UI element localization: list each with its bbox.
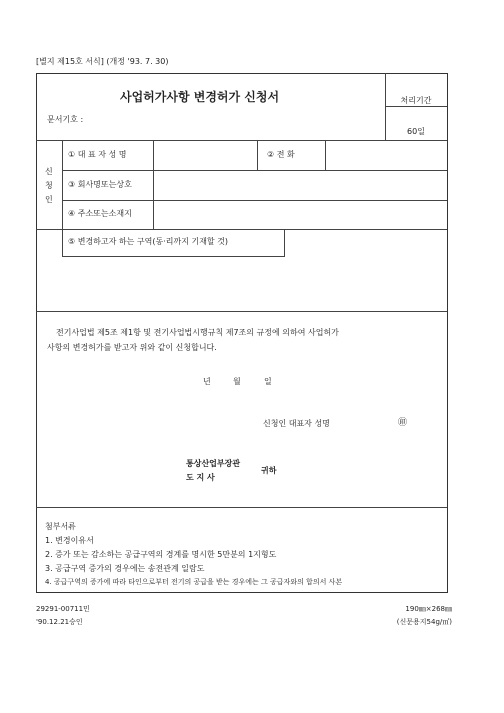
footer-approval: '90.12.21승인 xyxy=(36,618,83,626)
rep-name-field[interactable] xyxy=(158,142,254,168)
processing-period-value-cell xyxy=(388,119,444,136)
field-label-column-border-b xyxy=(153,170,154,229)
address-field[interactable] xyxy=(158,202,444,227)
change-area-field[interactable] xyxy=(40,259,444,309)
applicant-label-char-3: 인 xyxy=(45,195,53,204)
date-month-label: 월 xyxy=(233,377,241,386)
statement-line-2: 사항의 변경허가를 받고자 위와 같이 신청합니다. xyxy=(47,343,217,352)
form-title: 사업허가사항 변경허가 신청서 xyxy=(120,90,280,104)
rep-name-label: ① 대 표 자 성 명 xyxy=(68,150,127,159)
attachments-section-divider xyxy=(36,507,447,508)
applicant-label-char-1: 신 xyxy=(45,167,53,176)
processing-column-border xyxy=(385,73,386,141)
doc-number-label: 문서기호 : xyxy=(47,115,84,124)
change-area-label-right-border xyxy=(284,229,285,257)
address-label: ④ 주소또는소재지 xyxy=(68,209,132,218)
attachments-heading: 첨부서류 xyxy=(45,522,76,531)
date-day-label: 일 xyxy=(264,377,272,386)
form-header-note: [별지 제15호 서식] (개정 '93. 7. 30) xyxy=(36,57,169,66)
row-divider-1 xyxy=(62,170,447,171)
phone-label-right-border xyxy=(325,140,326,170)
seal-mark: ㊞ xyxy=(398,418,408,428)
change-area-label-divider xyxy=(62,256,284,257)
processing-divider xyxy=(385,106,447,107)
change-area-label: ⑤ 변경하고자 하는 구역(동·리까지 기재할 것) xyxy=(68,237,229,246)
addressee-honorific: 귀하 xyxy=(261,466,277,475)
company-name-label: ③ 회사명또는상호 xyxy=(68,180,132,189)
applicant-section-divider xyxy=(36,229,447,230)
applicant-label-char-2: 청 xyxy=(45,181,53,190)
phone-label-left-border xyxy=(257,140,258,170)
change-area-section-divider xyxy=(36,311,447,312)
processing-period-value: 60일 xyxy=(407,127,425,136)
attachment-item-4: 4. 공급구역의 증가에 따라 타인으로부터 전기의 공급을 받는 경우에는 그 공급자와의 합의서 사본 xyxy=(45,578,343,586)
phone-label: ② 전 화 xyxy=(267,150,295,159)
attachment-item-2: 2. 증가 또는 감소하는 공급구역의 경계를 명시한 5만분의 1지형도 xyxy=(45,550,277,559)
applicant-label-column-border xyxy=(62,140,63,257)
addressee-governor: 도 지 사 xyxy=(186,473,215,482)
statement-line-1: 전기사업법 제5조 제1항 및 전기사업법시행규칙 제7조의 규정에 의하여 사업허가 xyxy=(56,328,339,337)
attachment-item-3: 3. 공급구역 증가의 경우에는 송전관계 일람도 xyxy=(45,564,205,573)
processing-period-label-cell xyxy=(388,88,444,105)
attachment-item-1: 1. 변경이유서 xyxy=(45,536,94,545)
footer-form-code: 29291-00711민 xyxy=(36,605,90,613)
company-name-field[interactable] xyxy=(158,172,444,198)
signature-label: 신청인 대표자 성명 xyxy=(263,419,330,428)
footer-paper-type: (신문용지54g/㎡) xyxy=(396,618,452,626)
row-divider-2 xyxy=(62,200,447,201)
processing-period-label: 처리기간 xyxy=(400,96,432,105)
date-year-label: 년 xyxy=(203,377,211,386)
addressee-minister: 통상산업부장관 xyxy=(186,459,241,468)
footer-paper-size: 190㎜×268㎜ xyxy=(405,605,452,613)
phone-field[interactable] xyxy=(328,142,444,168)
